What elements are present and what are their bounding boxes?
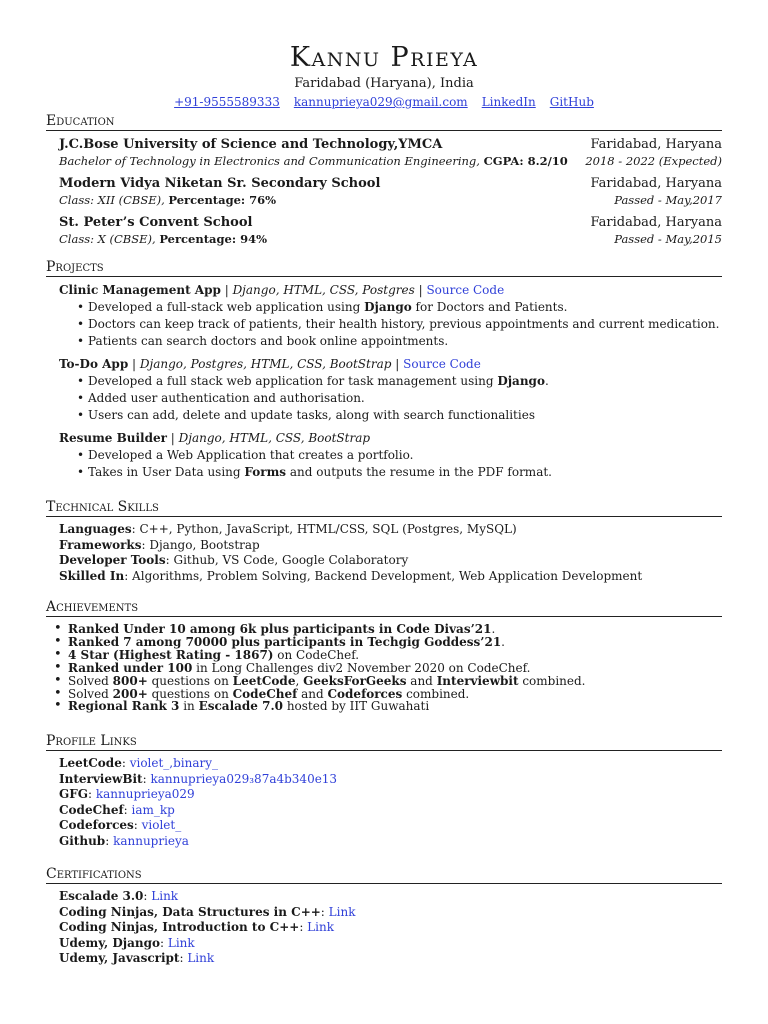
skills-section: [46, 498, 722, 584]
linkedin-link[interactable]: LinkedIn: [481, 95, 536, 109]
project-header: Resume Builder | Django, HTML, CSS, BootStrap: [59, 431, 371, 445]
institution-name: Modern Vidya Niketan Sr. Secondary School: [59, 176, 381, 191]
education-item: [59, 175, 722, 209]
profile-row: InterviewBit: kannuprieya029₃87a4b340e13: [59, 771, 338, 786]
phone-link[interactable]: +91-9555589333: [174, 95, 280, 109]
project-bullet: • Added user authentication and authorisation.: [88, 390, 722, 407]
score: Percentage: 76%: [168, 193, 277, 207]
project-bullet: • Users can add, delete and update tasks, along with search functionalities: [88, 407, 722, 424]
certification-row: Udemy, Django: Link: [59, 935, 195, 950]
project-tech: Django, Postgres, HTML, CSS, BootStrap: [139, 357, 392, 371]
degree-line: Bachelor of Technology in Electronics and Communication Engineering, CGPA: 8.2/10: [59, 154, 568, 168]
project-name: Clinic Management App: [59, 283, 221, 297]
project-name: Resume Builder: [59, 431, 167, 445]
certification-row: Udemy, Javascript: Link: [59, 951, 215, 965]
projects-heading: Projects: [46, 258, 722, 277]
project-item: [59, 282, 722, 350]
project-bullet: • Developed a Web Application that creates a portfolio.: [88, 447, 722, 464]
project-name: To-Do App: [59, 357, 129, 371]
achievement-item: • Solved 200+ questions on CodeChef and Codeforces combined.: [68, 688, 722, 701]
gfg-profile-link[interactable]: kannuprieya029: [95, 787, 195, 801]
profile-links-section: [46, 732, 722, 849]
achievements-heading: Achievements: [46, 598, 722, 617]
source-code-link[interactable]: Source Code: [403, 357, 481, 371]
project-tech: Django, HTML, CSS, BootStrap: [178, 431, 371, 445]
github-profile-link[interactable]: kannuprieya: [113, 833, 189, 848]
interviewbit-profile-link[interactable]: kannuprieya029₃87a4b340e13: [150, 771, 338, 786]
candidate-name: Kannu Prieya: [289, 42, 479, 73]
certification-row: Escalade 3.0: Link: [59, 889, 179, 903]
project-tech: Django, HTML, CSS, Postgres: [232, 283, 415, 297]
project-item: [59, 430, 722, 481]
project-bullet: • Developed a full stack web application for task management using Django.: [88, 373, 722, 390]
project-bullet: • Patients can search doctors and book online appointments.: [88, 333, 722, 350]
education-item: [59, 136, 722, 170]
achievement-item: • 4 Star (Highest Rating - 1867) on CodeChef.: [68, 649, 722, 662]
project-bullet: • Takes in User Data using Forms and outputs the resume in the PDF format.: [88, 464, 722, 481]
certifications-section: [46, 865, 722, 967]
certification-row: Coding Ninjas, Introduction to C++: Link: [59, 920, 334, 934]
skill-row: Skilled In: Algorithms, Problem Solving, Backend Development, Web Application Development: [59, 568, 643, 583]
achievement-item: • Ranked under 100 in Long Challenges div2 November 2020 on CodeChef.: [68, 662, 722, 675]
codechef-profile-link[interactable]: iam_kp: [131, 802, 175, 817]
leetcode-profile-link[interactable]: violet_,binary_: [129, 756, 219, 770]
certificate-link[interactable]: Link: [307, 920, 334, 934]
contact-links: [0, 94, 768, 110]
skill-row: Frameworks: Django, Bootstrap: [59, 537, 260, 552]
profile-row: GFG: kannuprieya029: [59, 787, 195, 801]
achievement-item: • Ranked 7 among 70000 plus participants in Techgig Goddess’21.: [68, 636, 722, 649]
email-link[interactable]: kannuprieya029@gmail.com: [293, 95, 468, 109]
degree-line: Class: XII (CBSE), Percentage: 76%: [59, 193, 277, 207]
skill-row: Languages: C++, Python, JavaScript, HTML/CSS, SQL (Postgres, MySQL): [59, 522, 517, 536]
education-date: Passed - May,2017: [614, 193, 722, 207]
certificate-link[interactable]: Link: [167, 935, 195, 950]
education-date: Passed - May,2015: [614, 232, 722, 246]
profile-links-heading: Profile Links: [46, 732, 722, 751]
score: Percentage: 94%: [159, 232, 268, 246]
codeforces-profile-link[interactable]: violet_: [141, 818, 182, 832]
institution-name: St. Peter’s Convent School: [59, 215, 253, 230]
project-header: Clinic Management App | Django, HTML, CSS, Postgres | Source Code: [59, 283, 505, 297]
resume-header: [0, 42, 768, 110]
project-bullet: • Developed a full-stack web application using Django for Doctors and Patients.: [88, 299, 722, 316]
certificate-link[interactable]: Link: [187, 951, 215, 965]
certificate-link[interactable]: Link: [328, 904, 356, 919]
achievement-item: • Solved 800+ questions on LeetCode, GeeksForGeeks and Interviewbit combined.: [68, 675, 722, 688]
education-heading: Education: [46, 112, 722, 131]
education-item: [59, 214, 722, 248]
source-code-link[interactable]: Source Code: [426, 283, 505, 297]
skills-heading: Technical Skills: [46, 498, 722, 517]
profile-row: Codeforces: violet_: [59, 818, 182, 832]
profile-row: LeetCode: violet_,binary_: [59, 756, 219, 770]
institution-name: J.C.Bose University of Science and Technology,YMCA: [59, 137, 443, 152]
profile-row: Github: kannuprieya: [59, 833, 189, 848]
candidate-location: Faridabad (Haryana), India: [294, 76, 474, 91]
certificate-link[interactable]: Link: [151, 889, 179, 903]
skill-row: Developer Tools: Github, VS Code, Google Colaboratory: [59, 553, 409, 567]
institution-location: Faridabad, Haryana: [590, 137, 722, 152]
achievement-item: • Regional Rank 3 in Escalade 7.0 hosted by IIT Guwahati: [68, 700, 722, 713]
github-link[interactable]: GitHub: [549, 95, 594, 109]
project-header: To-Do App | Django, Postgres, HTML, CSS, BootStrap | Source Code: [59, 357, 481, 371]
profile-row: CodeChef: iam_kp: [59, 802, 175, 817]
achievements-section: [46, 598, 722, 713]
score: CGPA: 8.2/10: [483, 154, 568, 168]
achievement-item: • Ranked Under 10 among 6k plus participants in Code Divas’21.: [68, 623, 722, 636]
certification-row: Coding Ninjas, Data Structures in C++: Link: [59, 904, 356, 919]
project-bullet: • Doctors can keep track of patients, their health history, previous appointments and current medication.: [88, 316, 722, 333]
project-item: [59, 356, 722, 424]
institution-location: Faridabad, Haryana: [590, 215, 722, 230]
certifications-heading: Certifications: [46, 865, 722, 884]
education-section: [46, 112, 722, 248]
education-date: 2018 - 2022 (Expected): [585, 154, 722, 168]
projects-section: [46, 258, 722, 481]
degree-line: Class: X (CBSE), Percentage: 94%: [59, 232, 268, 246]
institution-location: Faridabad, Haryana: [590, 176, 722, 191]
